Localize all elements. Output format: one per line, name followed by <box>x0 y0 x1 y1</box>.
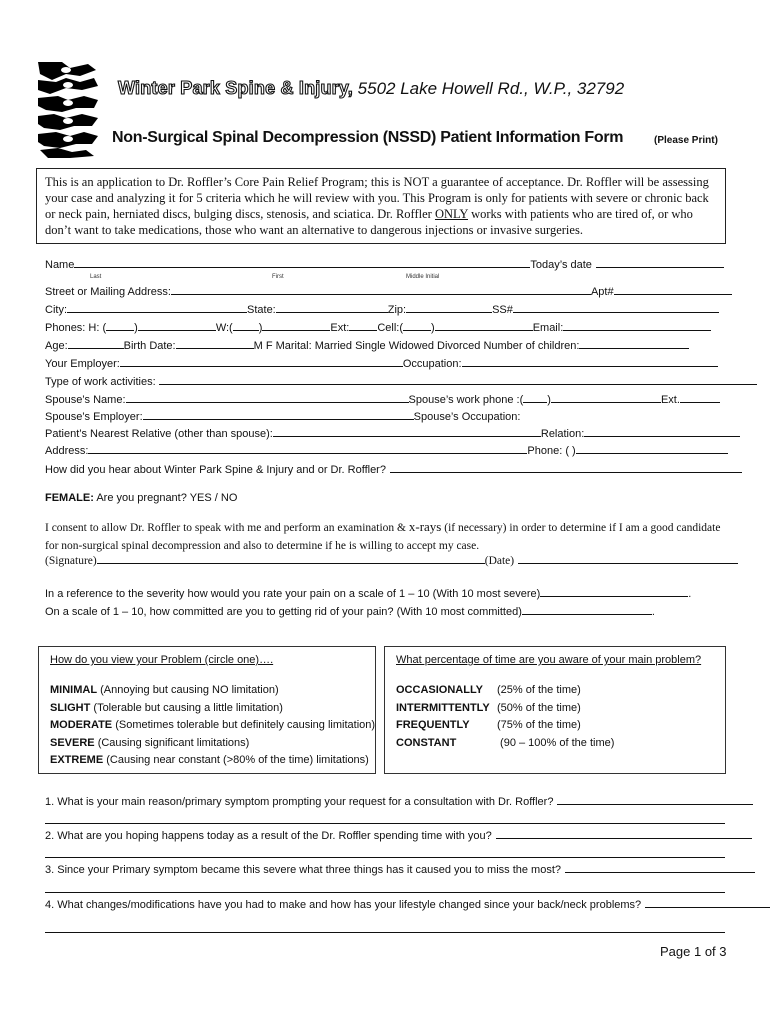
problem-option[interactable] <box>50 735 375 753</box>
apt-label: Apt# <box>590 286 614 298</box>
answer-1-line[interactable] <box>45 823 725 824</box>
signature-field[interactable] <box>97 563 485 564</box>
occupation-label: Occupation: <box>402 358 462 370</box>
relative-phone-label: Phone: ( ) <box>527 445 576 457</box>
answer-1-field[interactable] <box>557 804 753 805</box>
period: . <box>651 606 655 618</box>
time-box-title: What percentage of time are you aware of your main problem? <box>396 654 702 666</box>
time-option[interactable] <box>396 717 614 735</box>
problem-option[interactable] <box>50 682 375 700</box>
address-label: Address: <box>45 445 89 457</box>
question-1-row <box>45 796 753 808</box>
answer-2-line[interactable] <box>45 857 725 858</box>
spouse-row <box>45 394 720 406</box>
intro-notice-box <box>36 168 726 244</box>
zip-field[interactable] <box>406 312 492 313</box>
spouse-ext-label: Ext. <box>660 394 680 406</box>
marital-label: M F Marital: Married Single Widowed Divorced Number of children: <box>253 340 580 352</box>
spouse-occupation-label: Spouse’s Occupation: <box>413 411 521 423</box>
how-heard-field[interactable] <box>390 472 742 473</box>
signature-row <box>45 555 738 567</box>
relative-label: Patient’s Nearest Relative (other than spouse): <box>45 428 273 440</box>
problem-level: SLIGHT <box>50 701 91 714</box>
intro-text-b: works with patients who are tired of, or who don’t want to take medications, those who want an alternative to dangerous injections or invasive surgeries. <box>45 207 693 237</box>
email-label: Email: <box>532 322 564 334</box>
spouse-name-field[interactable] <box>126 402 409 403</box>
problem-level: MODERATE <box>50 719 113 731</box>
problem-level: SEVERE <box>50 736 95 749</box>
problem-desc: (Sometimes tolerable but definitely causing limitation) <box>112 719 376 731</box>
cell-field[interactable] <box>435 330 533 331</box>
time-pct: (90 – 100% of the time) <box>497 736 615 749</box>
phone-home-label: Phones: H: ( <box>45 322 107 334</box>
time-aware-box <box>384 646 726 774</box>
spouse-ext-field[interactable] <box>680 402 720 403</box>
paren-close: ) <box>134 322 138 334</box>
period: . <box>688 588 692 600</box>
time-option[interactable] <box>396 700 614 718</box>
cell-label: Cell:( <box>377 322 404 334</box>
name-row <box>45 259 724 271</box>
zip-label: Zip: <box>387 304 407 316</box>
problem-level: EXTREME <box>50 754 104 766</box>
problem-option[interactable] <box>50 752 375 770</box>
phone-home-field[interactable] <box>138 330 216 331</box>
todays-date-field[interactable] <box>596 267 724 268</box>
how-heard-row <box>45 464 742 476</box>
problem-option[interactable] <box>50 717 375 735</box>
please-print-note: (Please Print) <box>654 135 718 146</box>
consent-text-a: I consent to allow Dr. Roffler to speak with me and perform an examination & <box>45 522 409 534</box>
how-heard-label: How did you hear about Winter Park Spine & Injury and or Dr. Roffler? <box>45 464 386 476</box>
age-field[interactable] <box>68 348 124 349</box>
phone-home-area-field[interactable] <box>106 330 134 331</box>
question-4: 4. What changes/modifications have you had to make and how has your lifestyle changed since your back/neck problems? <box>45 899 642 911</box>
paren-close: ) <box>258 322 263 334</box>
spouse-employer-row <box>45 411 520 423</box>
cell-area-field[interactable] <box>403 330 431 331</box>
time-level: INTERMITTENTLY <box>396 701 490 714</box>
employer-row <box>45 358 718 370</box>
problem-level: MINIMAL <box>50 684 98 696</box>
state-label: State: <box>247 304 276 316</box>
ss-label: SS# <box>492 304 513 316</box>
children-field[interactable] <box>579 348 689 349</box>
time-level: CONSTANT <box>396 736 457 749</box>
consent-date-field[interactable] <box>518 563 738 564</box>
time-level: FREQUENTLY <box>396 719 470 731</box>
commitment-question: On a scale of 1 – 10, how committed are you to getting rid of your pain? (With 10 most committed) <box>45 606 522 618</box>
female-row <box>45 492 237 504</box>
address-field[interactable] <box>88 453 527 454</box>
commitment-row <box>45 606 655 618</box>
email-field[interactable] <box>563 330 711 331</box>
time-option[interactable] <box>396 682 614 700</box>
time-pct: (25% of the time) <box>497 684 581 696</box>
phones-row <box>45 322 711 334</box>
phone-work-label: W:( <box>215 322 233 334</box>
clinic-logo <box>36 60 102 160</box>
todays-date-label: Today’s date <box>530 259 592 271</box>
name-field[interactable] <box>74 267 530 268</box>
problem-desc: (Causing near constant (>80% of the time) limitations) <box>103 754 369 766</box>
name-label: Name <box>45 259 75 271</box>
street-row <box>45 286 732 298</box>
problem-option[interactable] <box>50 700 375 718</box>
intro-text-a: This is an application to Dr. Roffler’s Core Pain Relief Program; this is NOT a guarantee of acceptance. Dr. Roffler will be assessing your case and analyzing it for 5 criteria which he will review with you. This Program is only for patients with severe or chronic back or neck pain, herniated discs, bulging discs, stenosis, and sciatica. Dr. Roffler <box>45 175 709 221</box>
street-label: Street or Mailing Address: <box>45 286 171 298</box>
relation-field[interactable] <box>584 436 740 437</box>
clinic-heading <box>118 78 624 99</box>
signature-label: (Signature) <box>45 555 97 567</box>
clinic-name: Winter Park Spine & Injury, <box>118 78 353 98</box>
employer-field[interactable] <box>120 366 403 367</box>
work-activities-row <box>45 376 757 388</box>
spine-logo-icon <box>36 60 102 160</box>
spouse-phone-label: Spouse’s work phone :( <box>408 394 524 406</box>
spouse-employer-label: Spouse’s Employer: <box>45 411 143 423</box>
problem-desc: (Annoying but causing NO limitation) <box>97 684 279 696</box>
occupation-field[interactable] <box>462 366 718 367</box>
time-options <box>396 682 614 752</box>
question-2-row <box>45 830 752 842</box>
ext-field[interactable] <box>349 330 377 331</box>
birth-date-label: Birth Date: <box>123 340 176 352</box>
time-level: OCCASIONALLY <box>396 684 483 696</box>
city-field[interactable] <box>67 312 247 313</box>
spouse-phone-field[interactable] <box>551 402 661 403</box>
question-4-row <box>45 899 770 911</box>
ext-label: Ext: <box>330 322 350 334</box>
relation-label: Relation: <box>540 428 585 440</box>
spouse-employer-field[interactable] <box>143 419 414 420</box>
problem-desc: (Tolerable but causing a little limitation) <box>90 701 283 714</box>
last-sublabel: Last <box>90 274 102 280</box>
question-3-row <box>45 864 755 876</box>
pregnant-question: Are you pregnant? YES / NO <box>93 492 238 504</box>
question-3: 3. Since your Primary symptom became this severe what three things has it caused you to miss the most? <box>45 864 562 876</box>
problem-view-box <box>38 646 376 774</box>
spouse-phone-area-field[interactable] <box>523 402 547 403</box>
intro-only: ONLY <box>434 207 468 221</box>
paren-close: ) <box>547 394 551 406</box>
age-label: Age: <box>45 340 68 352</box>
severity-field[interactable] <box>540 596 688 597</box>
relative-phone-field[interactable] <box>576 453 728 454</box>
work-activities-label: Type of work activities: <box>45 376 156 388</box>
age-row <box>45 340 689 352</box>
date-label: (Date) <box>484 555 515 567</box>
problem-desc: (Causing significant limitations) <box>94 736 250 749</box>
city-row <box>45 304 719 316</box>
work-activities-field[interactable] <box>159 384 757 385</box>
city-label: City: <box>45 304 67 316</box>
time-pct: (75% of the time) <box>497 719 581 731</box>
street-field[interactable] <box>171 294 591 295</box>
answer-4-line[interactable] <box>45 932 725 933</box>
severity-row <box>45 588 691 600</box>
consent-text <box>45 518 725 555</box>
relative-row <box>45 428 740 440</box>
problem-box-title: How do you view your Problem (circle one)…. <box>50 654 274 666</box>
page-number: Page 1 of 3 <box>660 944 727 959</box>
first-sublabel: First <box>272 274 284 280</box>
paren-close: ) <box>431 322 435 334</box>
birth-date-field[interactable] <box>176 348 254 349</box>
ss-field[interactable] <box>513 312 719 313</box>
state-field[interactable] <box>276 312 388 313</box>
relative-field[interactable] <box>273 436 541 437</box>
middle-sublabel: Middle Initial <box>406 274 440 280</box>
time-option[interactable] <box>396 735 614 753</box>
answer-4-field[interactable] <box>645 907 770 908</box>
address-row <box>45 445 728 457</box>
severity-question: In a reference to the severity how would you rate your pain on a scale of 1 – 10 (With 10 most severe) <box>45 588 541 600</box>
time-pct: (50% of the time) <box>497 701 581 714</box>
answer-3-field[interactable] <box>565 872 755 873</box>
phone-work-area-field[interactable] <box>233 330 259 331</box>
clinic-address: 5502 Lake Howell Rd., W.P., 32792 <box>352 79 625 98</box>
answer-3-line[interactable] <box>45 892 725 893</box>
phone-work-field[interactable] <box>262 330 330 331</box>
answer-2-field[interactable] <box>496 838 752 839</box>
question-1: 1. What is your main reason/primary symptom prompting your request for a consultation with Dr. Roffler? <box>45 796 554 808</box>
female-label: FEMALE: <box>45 492 94 504</box>
employer-label: Your Employer: <box>45 358 120 370</box>
problem-options <box>50 682 375 770</box>
form-title: Non-Surgical Spinal Decompression (NSSD) Patient Information Form <box>112 129 624 146</box>
question-2: 2. What are you hoping happens today as a result of the Dr. Roffler spending time with you? <box>45 830 492 842</box>
consent-text-b: (if necessary) in order to determine if I am a good candidate for non-surgical spinal decompression and also to determine if he is willing to accept my case. <box>45 522 721 552</box>
consent-xrays: x-rays <box>408 519 442 534</box>
spouse-name-label: Spouse’s Name: <box>45 394 126 406</box>
apt-field[interactable] <box>614 294 732 295</box>
commitment-field[interactable] <box>522 614 652 615</box>
